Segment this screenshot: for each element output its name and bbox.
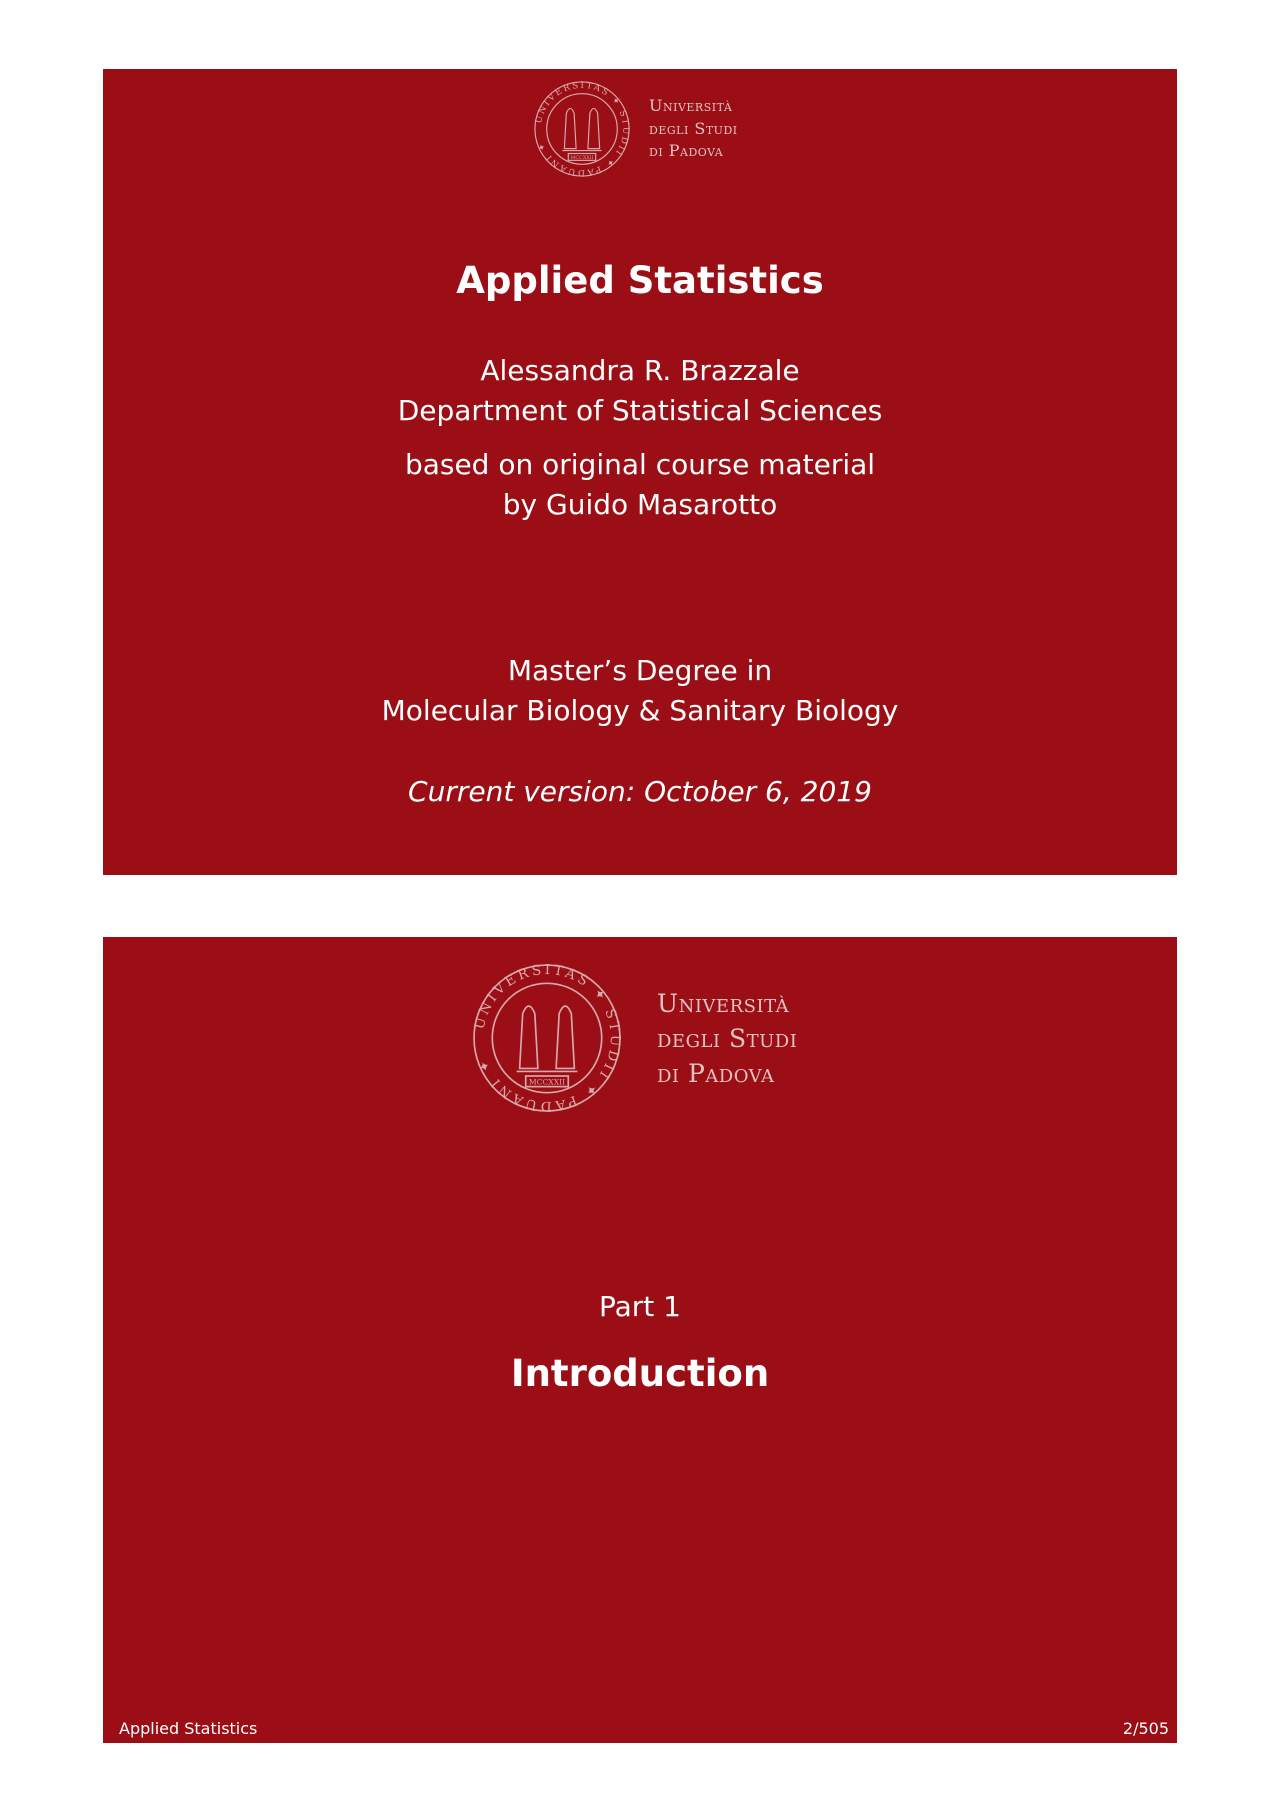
section-heading: Introduction	[510, 1352, 770, 1395]
degree-line-1: Master’s Degree in	[507, 654, 773, 687]
author-name: Alessandra R. Brazzale	[480, 354, 800, 387]
title-slide	[103, 69, 1177, 875]
svg-text:UNIVERSITAS ✦ STUDII ✦ PADUANI: UNIVERSITAS ✦ STUDII ✦ PADUANI ✦	[534, 80, 631, 178]
university-wordmark	[649, 95, 738, 162]
department-name: Department of Statistical Sciences	[397, 394, 883, 427]
university-seal-icon	[471, 962, 623, 1114]
wordmark-line-1: Università	[649, 96, 733, 116]
section-slide	[103, 937, 1177, 1743]
footer-title: Applied Statistics	[119, 1719, 258, 1738]
wordmark-line-2: degli Studi	[649, 118, 738, 138]
version-date: Current version: October 6, 2019	[408, 775, 872, 808]
wordmark-line-3: di Padova	[657, 1058, 775, 1088]
seal-inner-text: MCCXXII	[570, 154, 594, 161]
university-seal-icon	[533, 80, 631, 178]
university-logo	[533, 80, 738, 178]
svg-text:UNIVERSITAS ✦ STUDII ✦ PADUANI: UNIVERSITAS ✦ STUDII ✦ PADUANI ✦	[471, 962, 623, 1114]
part-number: Part 1	[599, 1290, 681, 1323]
wordmark-line-1: Università	[657, 988, 790, 1018]
university-wordmark	[657, 986, 797, 1091]
wordmark-line-2: degli Studi	[657, 1023, 798, 1053]
degree-line-2: Molecular Biology & Sanitary Biology	[381, 694, 899, 727]
page-number: 2/505	[1122, 1719, 1169, 1738]
presentation-title: Applied Statistics	[456, 259, 824, 302]
based-on-line-2: by Guido Masarotto	[502, 488, 778, 521]
slide-footer	[103, 1715, 1177, 1743]
wordmark-line-3: di Padova	[649, 141, 724, 161]
based-on-line-1: based on original course material	[404, 448, 876, 481]
university-logo	[471, 962, 797, 1114]
seal-inner-text: MCCXXII	[528, 1077, 566, 1087]
